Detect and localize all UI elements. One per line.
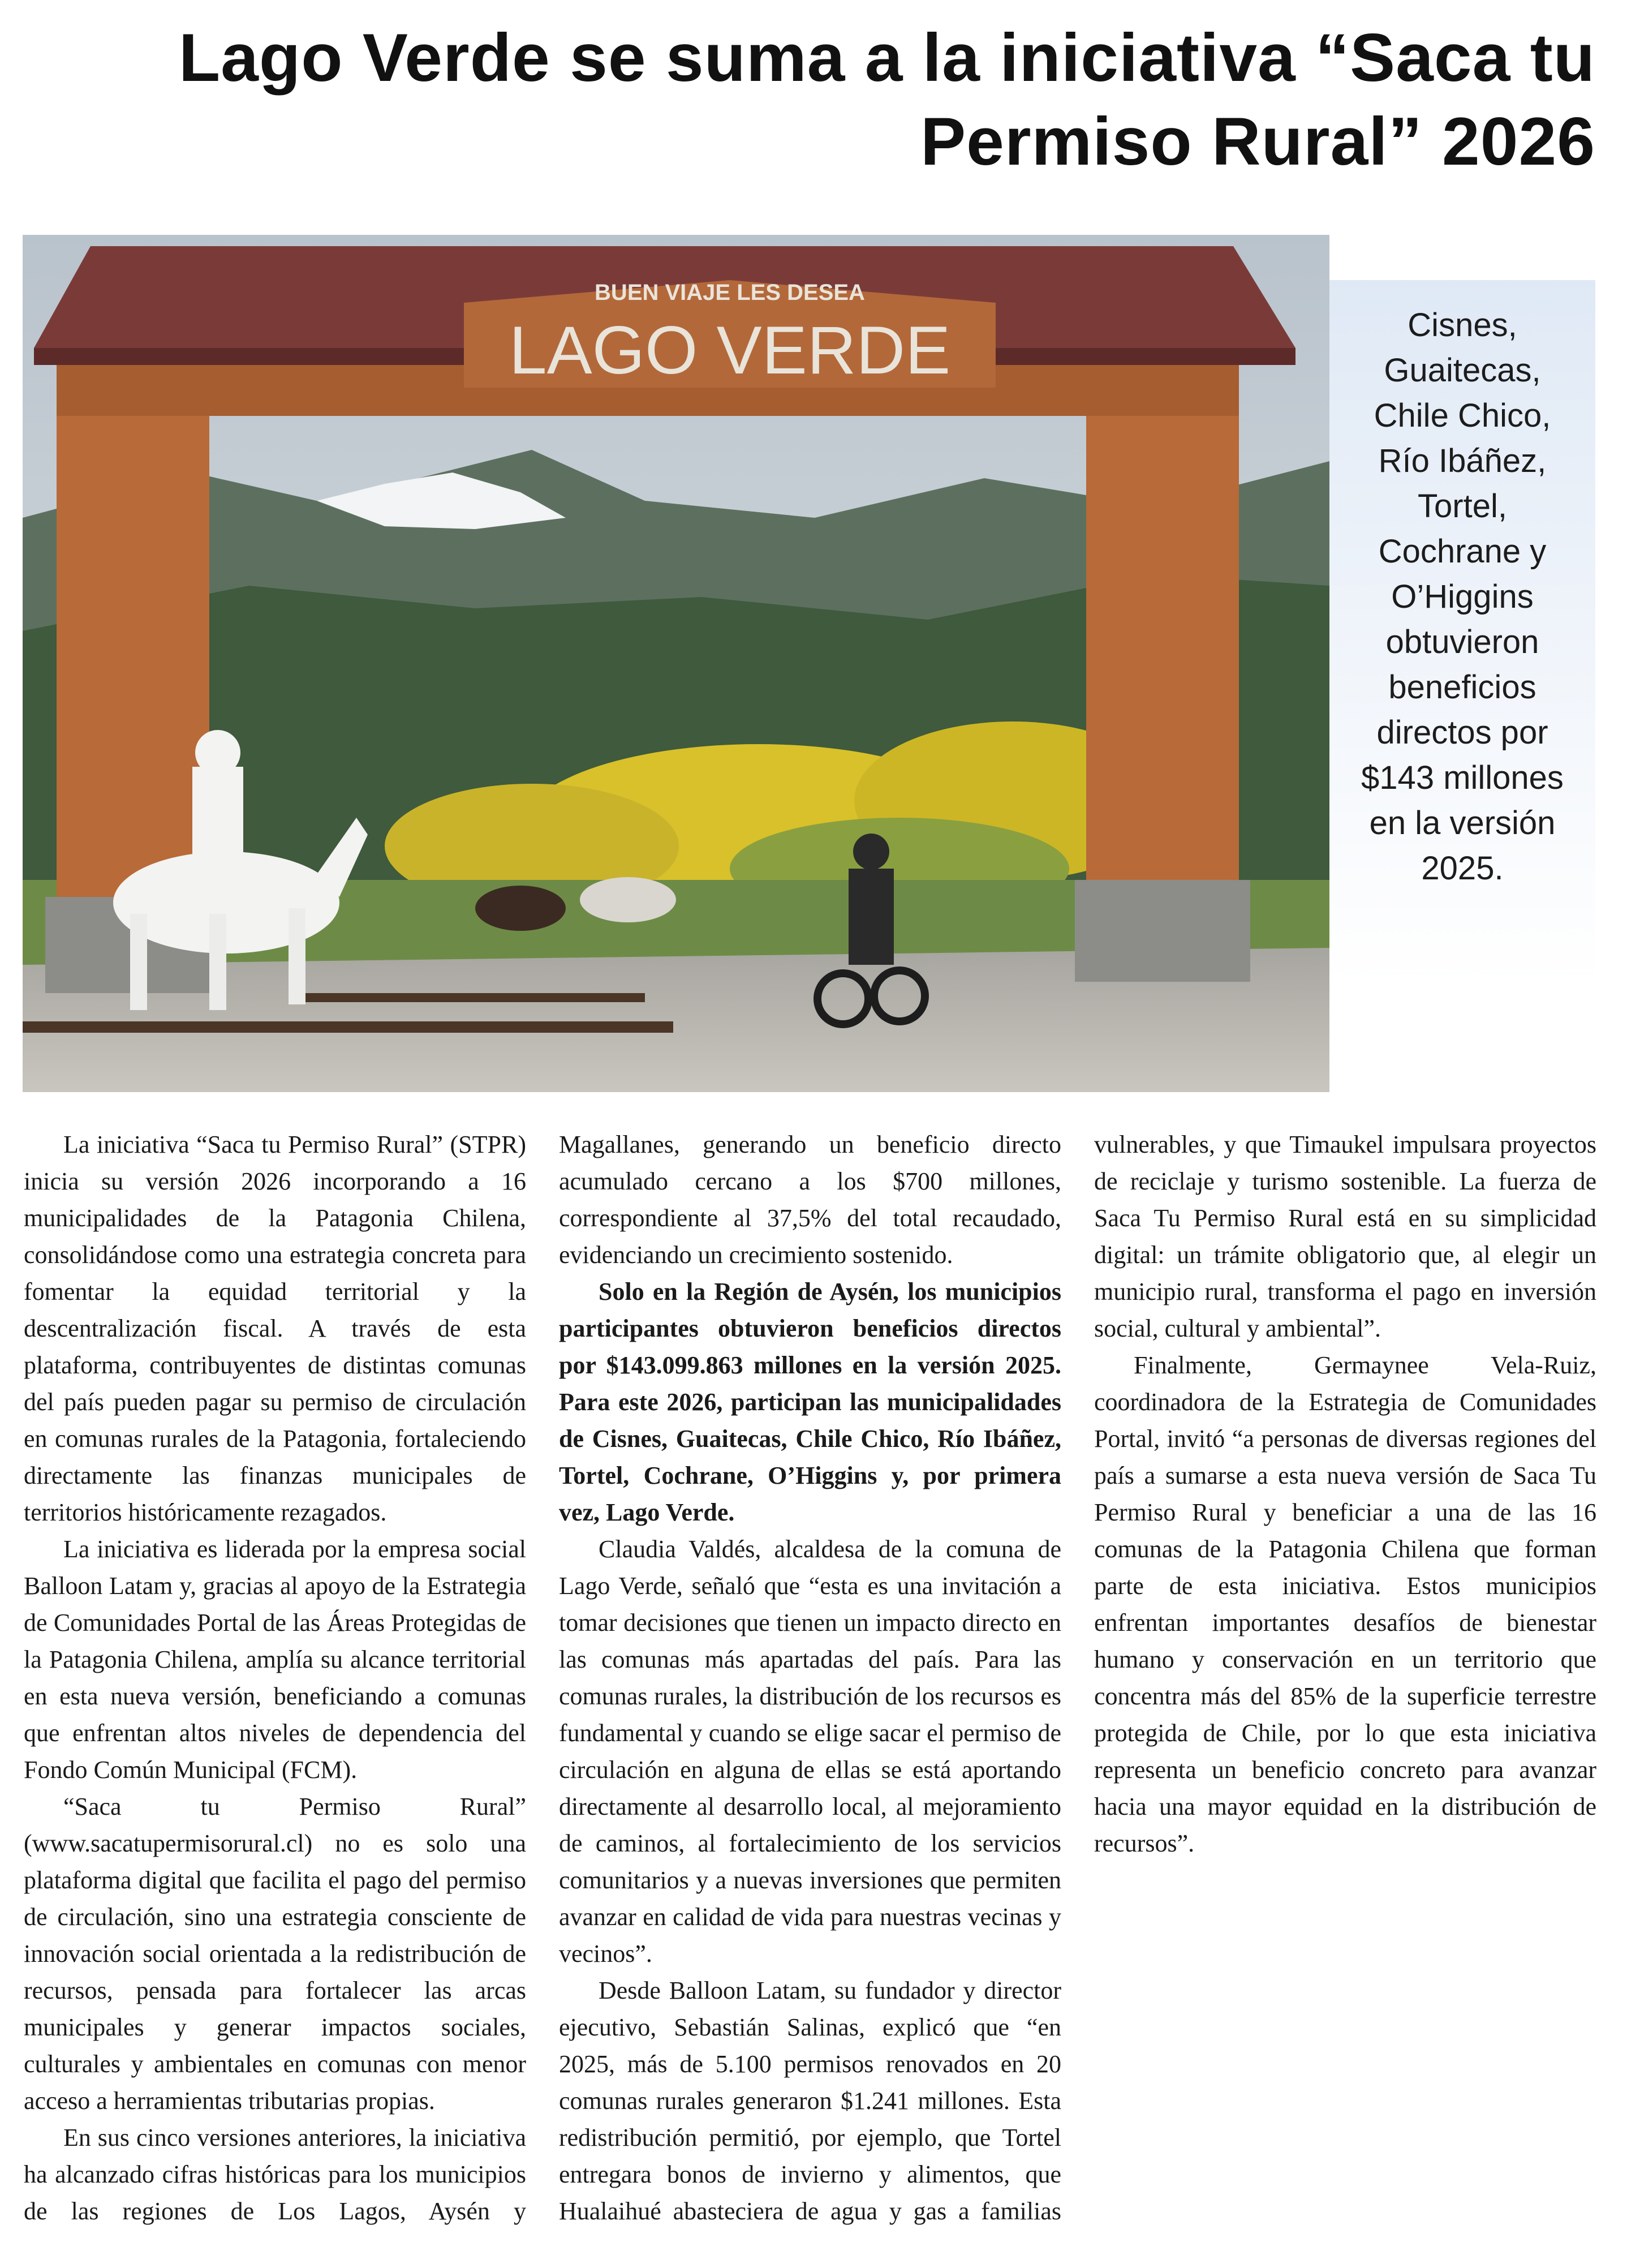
- article-paragraph: Desde Balloon Latam, su fundador y director ejecutivo, Sebastián Salinas, explicó que “en 2025, más de 5.100 permisos renovados en 20 comunas rurales generaron $1.241 millones. Esta redistribución permitió, por ejemplo, que Tortel entregara bonos de invierno y alimentos, que Hualaihué abasteciera de agua y gas a familias vulnerables, y que Timaukel impulsara proyectos de reciclaje y turismo sostenible. La fuerza de Saca Tu Permiso Rural está en su simplicidad digital: un trámite obligatorio que, al elegir un municipio rural, transforma el pago en inversión social, cultural y ambiental”.: [559, 1131, 1596, 2225]
- headline: Lago Verde se suma a la iniciativa “Saca tu Permiso Rural” 2026: [178, 20, 1595, 179]
- lago-verde-gateway-photo: [23, 235, 1329, 1092]
- article-paragraph: La iniciativa “Saca tu Permiso Rural” (STPR) inicia su versión 2026 incorporando a 16 municipalidades de la Patagonia Chilena, consolidándose como una estrategia concreta para fomentar la equidad territorial y la descentralización fiscal. A través de esta plataforma, contribuyentes de distintas comunas del país pueden pagar su permiso de circulación en comunas rurales de la Patagonia, fortaleciendo directamente las finanzas municipales de territorios históricamente rezagados.: [24, 1131, 526, 1526]
- sign-top-text: BUEN VIAJE LES DESEA: [595, 280, 865, 305]
- sidebar-callout: [1329, 280, 1595, 985]
- article-paragraph: Claudia Valdés, alcaldesa de la comuna de Lago Verde, señaló que “esta es una invitación a tomar decisiones que tienen un impacto directo en las comunas más apartadas del país. Para las comunas rurales, la distribución de los recursos es fundamental y cuando se elige sacar el permiso de circulación en alguna de ellas se está aportando directamente al desarrollo local, al mejoramiento de caminos, al fortalecimiento de los servicios comunitarios y a nuevas inversiones que permiten avanzar en calidad de vida para nuestras vecinas y vecinos”.: [559, 1535, 1061, 1968]
- article-paragraph: En sus cinco versiones anteriores, la iniciativa ha alcanzado cifras históricas para los municipios de las regiones de Los Lagos, Aysén y Magallanes, generando un beneficio directo acumulado cercano a los $700 millones, correspondiente al 37,5% del total recaudado, evidenciando un crecimiento sostenido.: [24, 1131, 1061, 2225]
- sidebar-text: Cisnes, Guaitecas, Chile Chico, Río Ibáñez, Tortel, Cochrane y O’Higgins obtuvieron beneficios directos por $143 millones en la versión 2025.: [1361, 307, 1564, 887]
- landscape-photo-icon: [23, 235, 1329, 1092]
- article-paragraph: Finalmente, Germaynee Vela-Ruiz, coordinadora de la Estrategia de Comunidades Portal, invitó “a personas de diversas regiones del país a sumarse a esta nueva versión de Saca Tu Permiso Rural y beneficiar a una de las 16 comunas de la Patagonia Chilena que forman parte de esta iniciativa. Estos municipios enfrentan importantes desafíos de bienestar humano y conservación en un territorio que concentra más del 85% de la superficie terrestre protegida de Chile, por lo que esta iniciativa representa un beneficio concreto para avanzar hacia una mayor equidad en la distribución de recursos”.: [1094, 1351, 1596, 1857]
- article-paragraph: “Saca tu Permiso Rural” (www.sacatupermisorural.cl) no es solo una plataforma digital que facilita el pago del permiso de circulación, sino una estrategia consciente de innovación social orientada a la redistribución de recursos, pensada para fortalecer las arcas municipales y generar impactos sociales, culturales y ambientales en comunas con menor acceso a herramientas tributarias propias.: [24, 1793, 526, 2115]
- article-body: [24, 1126, 1596, 2252]
- article-paragraph-highlight: Solo en la Región de Aysén, los municipios participantes obtuvieron beneficios directos por $143.099.863 millones en la versión 2025. Para este 2026, participan las municipalidades de Cisnes, Guaitecas, Chile Chico, Río Ibáñez, Tortel, Cochrane, O’Higgins y, por primera vez, Lago Verde.: [559, 1278, 1061, 1526]
- sign-main-text: LAGO VERDE: [509, 312, 951, 388]
- article-paragraph: La iniciativa es liderada por la empresa social Balloon Latam y, gracias al apoyo de la Estrategia de Comunidades Portal de las Áreas Protegidas de la Patagonia Chilena, amplía su alcance territorial en esta nueva versión, beneficiando a comunas que enfrentan altos niveles de dependencia del Fondo Común Municipal (FCM).: [24, 1535, 526, 1784]
